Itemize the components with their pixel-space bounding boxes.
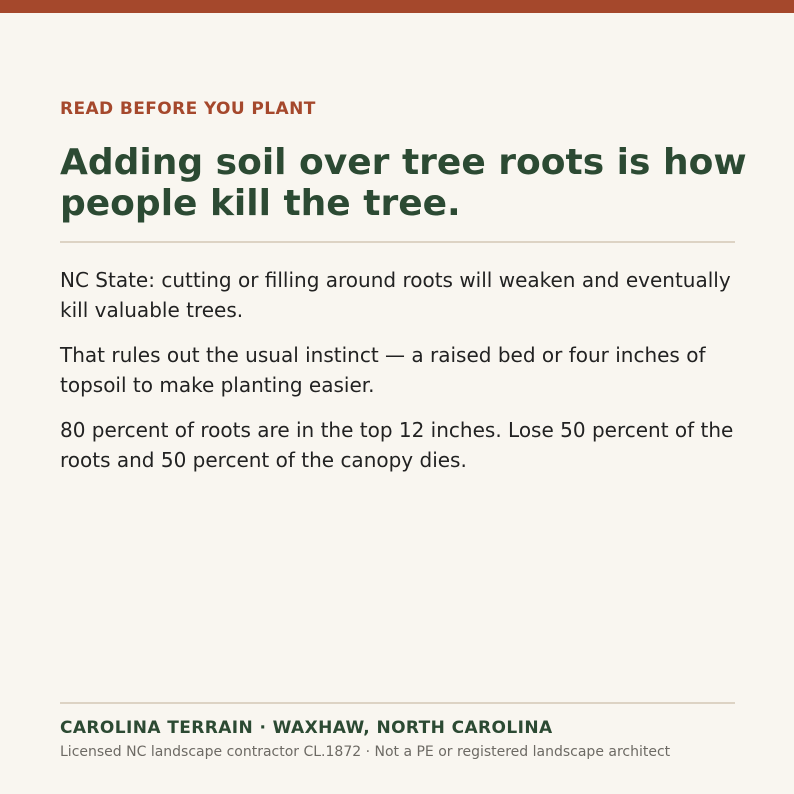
paragraph-2: That rules out the usual instinct — a raised bed or four inches of topsoil to make planting easier. [60, 343, 706, 397]
footer-brand: CAROLINA TERRAIN · WAXHAW, NORTH CAROLINA [60, 718, 553, 738]
paragraph-3: 80 percent of roots are in the top 12 inches. Lose 50 percent of the roots and 50 percent of the canopy dies. [60, 418, 734, 472]
headline: Adding soil over tree roots is how people kill the tree. [60, 142, 747, 224]
divider-bottom [60, 702, 735, 704]
eyebrow-label: READ BEFORE YOU PLANT [60, 99, 316, 119]
top-accent-bar [0, 0, 794, 13]
paragraph-1: NC State: cutting or filling around roots will weaken and eventually kill valuable trees. [60, 268, 731, 322]
divider-top [60, 241, 735, 243]
footer-license-note: Licensed NC landscape contractor CL.1872 · Not a PE or registered landscape architect [60, 744, 671, 760]
body-text [60, 265, 740, 490]
